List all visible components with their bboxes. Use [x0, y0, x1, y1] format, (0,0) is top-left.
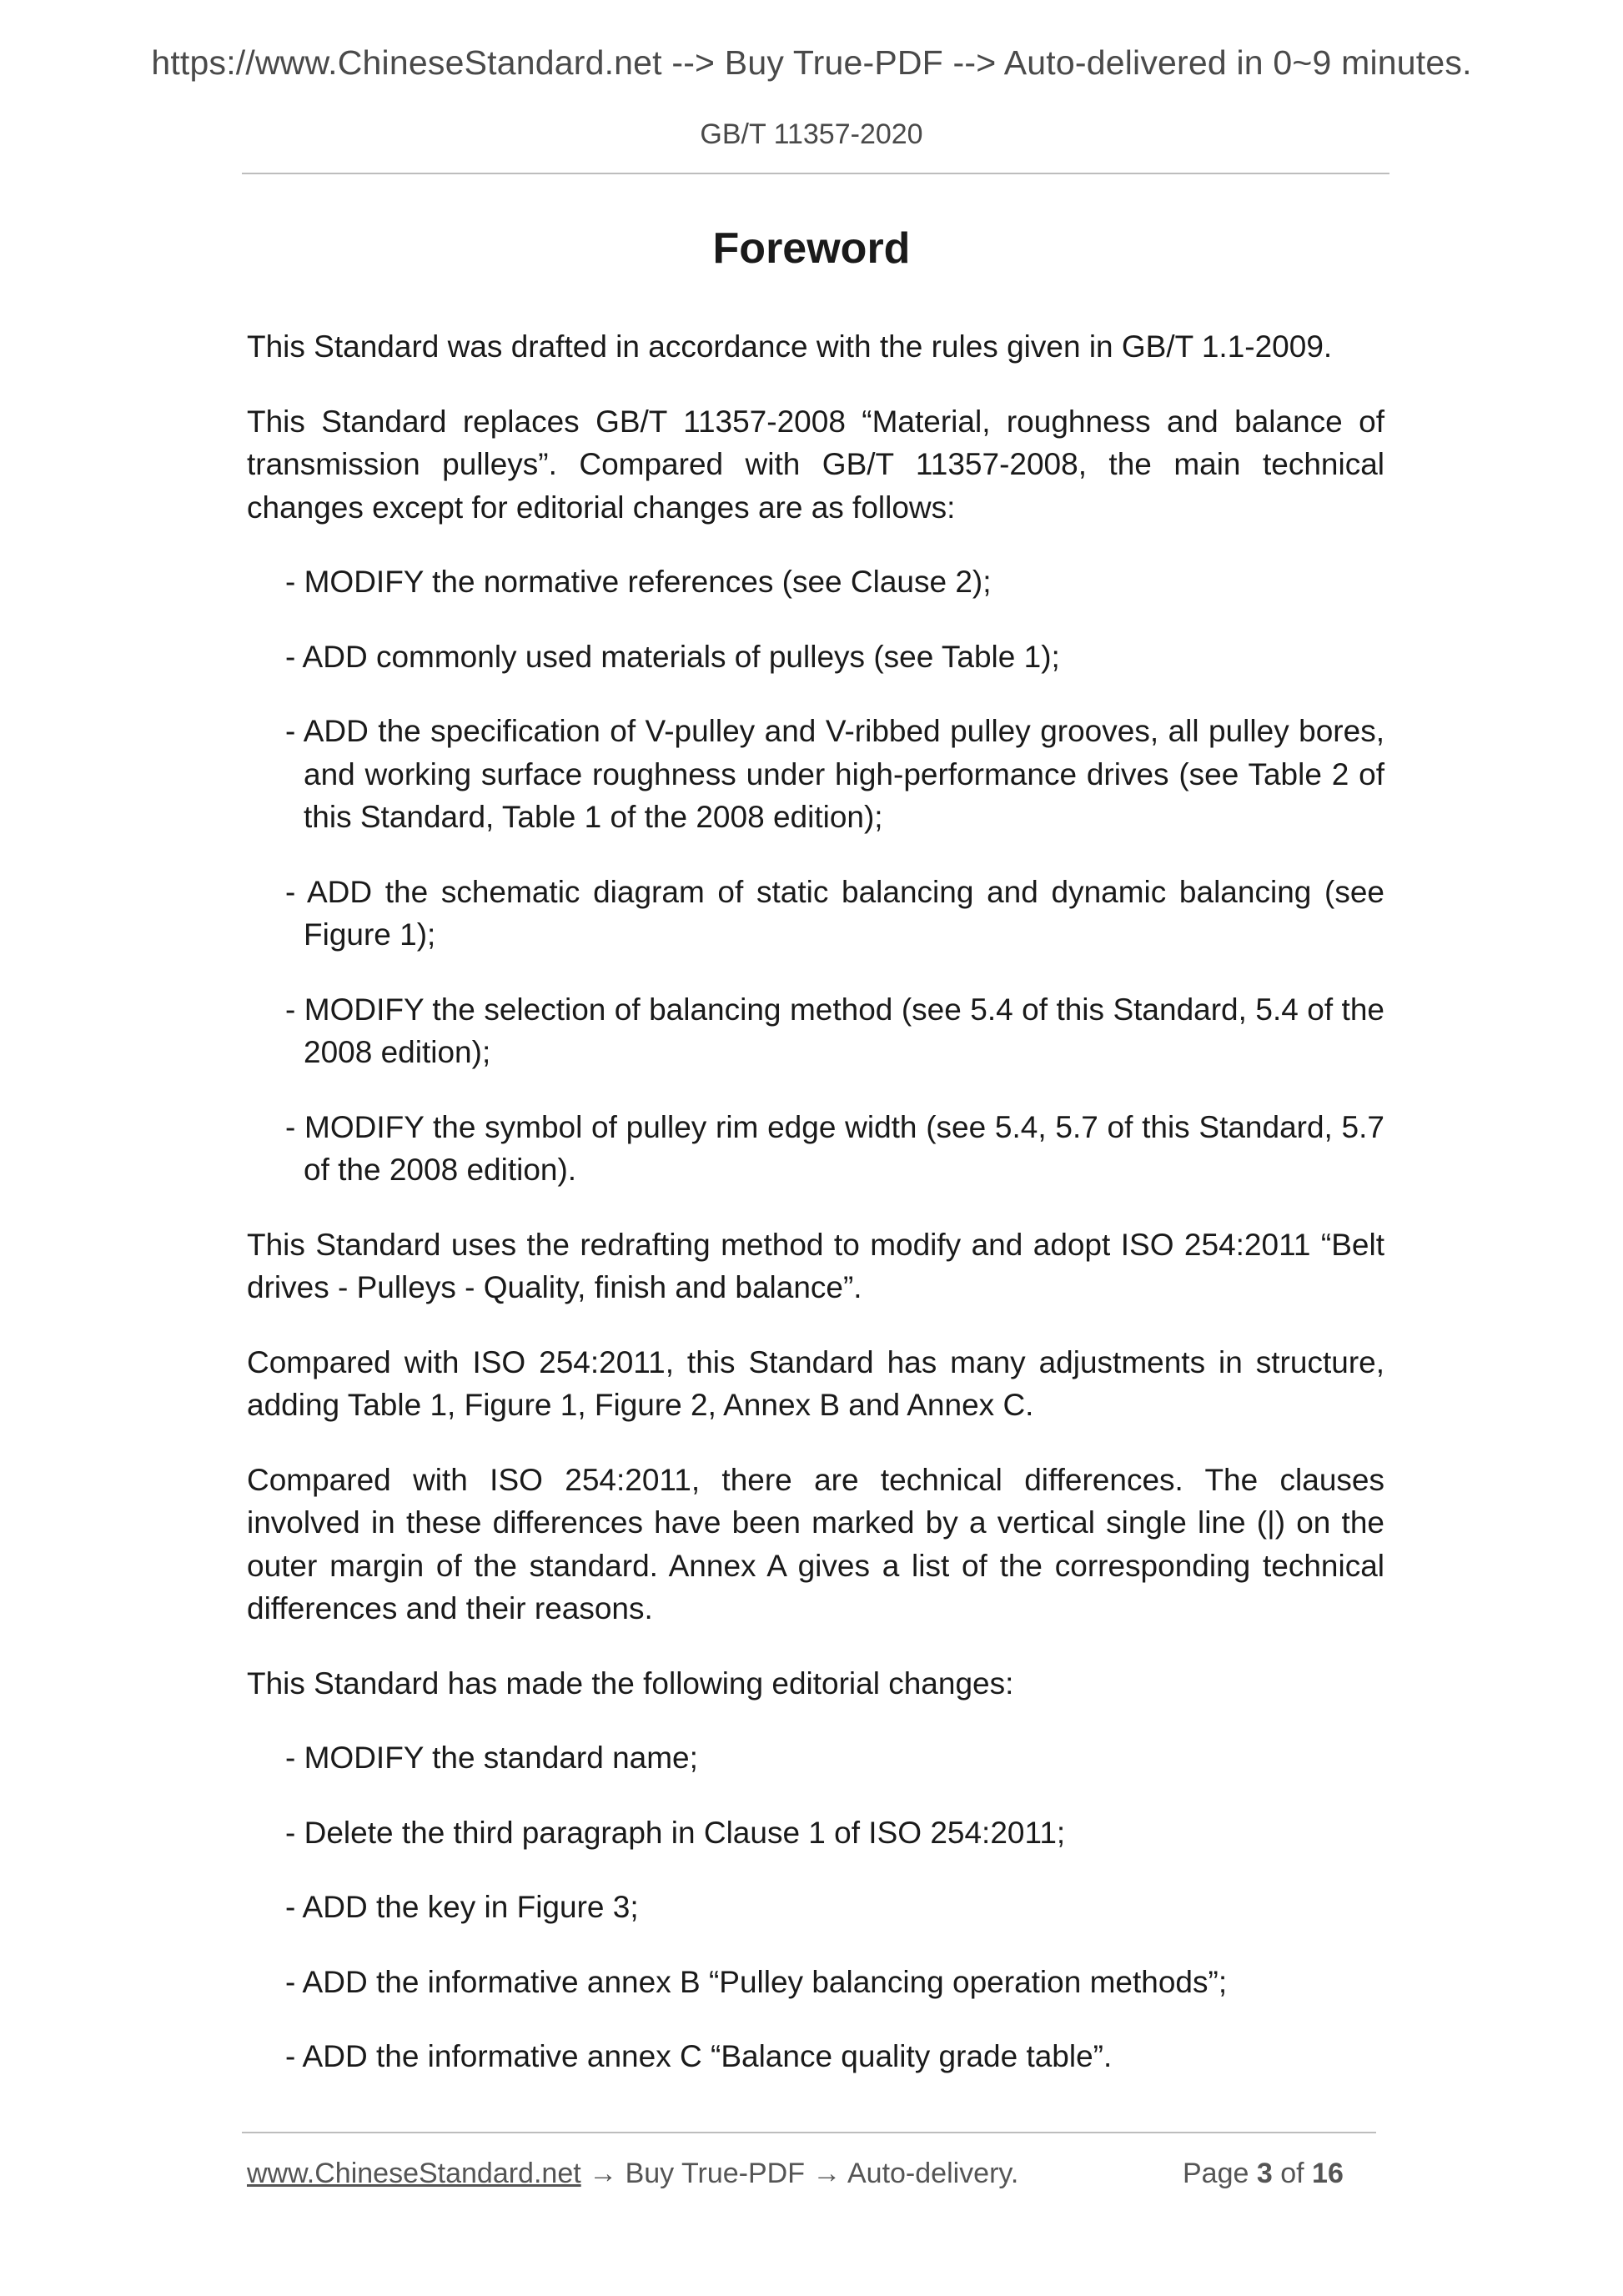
footer-tagline: → Buy True-PDF → Auto-delivery. [580, 2158, 1019, 2189]
document-code: GB/T 11357-2020 [700, 118, 923, 150]
page-current: 3 [1256, 2158, 1273, 2189]
page-title: Foreword [712, 224, 911, 273]
list-item: - MODIFY the normative references (see Clause 2); [285, 565, 992, 599]
page-total: 16 [1312, 2158, 1344, 2189]
page-label: Page [1183, 2158, 1249, 2189]
list-item: - ADD commonly used materials of pulleys (see Table 1); [285, 639, 1060, 674]
page-of-label: of [1280, 2158, 1304, 2189]
footer-links [247, 2158, 1018, 2190]
footer-divider [242, 2132, 1376, 2133]
list-item: - Delete the third paragraph in Clause 1 of ISO 254:2011; [285, 1815, 1066, 1850]
list-item: - ADD the key in Figure 3; [285, 1890, 639, 1924]
list-item: - ADD the schematic diagram of static balancing and dynamic balancing (see Figure 1); [285, 874, 1384, 952]
footer-site-link[interactable]: www.ChineseStandard.net [247, 2158, 581, 2189]
paragraph: Compared with ISO 254:2011, this Standard has many adjustments in structure, adding Table 1, Figure 1, Figure 2, Annex B and Annex C. [247, 1344, 1384, 1422]
page-number [1183, 2158, 1344, 2190]
list-item: - ADD the informative annex B “Pulley balancing operation methods”; [285, 1964, 1228, 1999]
paragraph: This Standard was drafted in accordance with the rules given in GB/T 1.1-2009. [247, 329, 1333, 364]
paragraph: This Standard uses the redrafting method to modify and adopt ISO 254:2011 “Belt drives - Pulleys - Quality, finish and balance”. [247, 1227, 1384, 1304]
paragraph: This Standard has made the following editorial changes: [247, 1665, 1014, 1701]
list-item: - MODIFY the selection of balancing method (see 5.4 of this Standard, 5.4 of the 2008 edition); [285, 992, 1384, 1069]
list-item: - MODIFY the standard name; [285, 1741, 698, 1775]
list-item: - ADD the specification of V-pulley and V-ribbed pulley grooves, all pulley bores, and working surface roughness under high-performance drives (see Table 2 of this Standard, Table 1 of the 2008 edition); [285, 714, 1384, 834]
list-item: - ADD the informative annex C “Balance quality grade table”. [285, 2039, 1113, 2073]
foreword-body [247, 325, 1384, 2110]
banner-url-text: https://www.ChineseStandard.net --> Buy True-PDF --> Auto-delivered in 0~9 minutes. [151, 43, 1472, 82]
paragraph: This Standard replaces GB/T 11357-2008 “Material, roughness and balance of transmission pulleys”. Compared with GB/T 11357-2008, the main technical changes except for editorial changes are as follows: [247, 404, 1384, 525]
list-item: - MODIFY the symbol of pulley rim edge width (see 5.4, 5.7 of this Standard, 5.7 of the 2008 edition). [285, 1109, 1384, 1187]
paragraph: Compared with ISO 254:2011, there are technical differences. The clauses involved in these differences have been marked by a vertical single line (|) on the outer margin of the standard. Annex A gives a list of the corresponding technical differences and their reasons. [247, 1462, 1384, 1625]
header-divider [242, 173, 1389, 174]
